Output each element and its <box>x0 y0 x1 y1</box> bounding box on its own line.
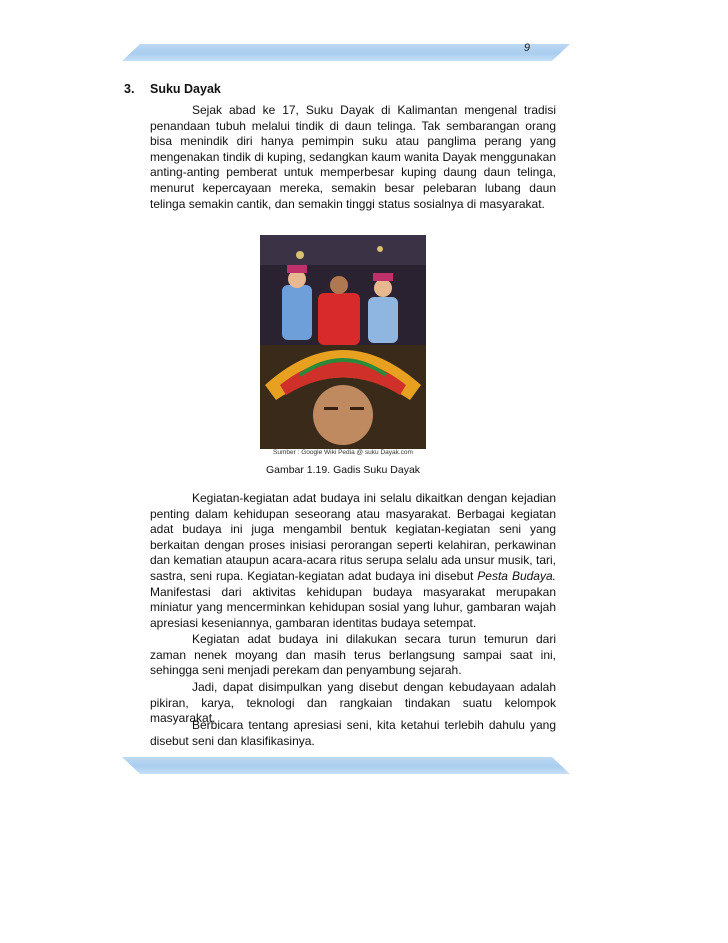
paragraph-kegiatan-rest: Manifestasi dari aktivitas kehidupan budaya masyarakat merupakan miniatur yang mencerminkan kehidupan sosial yang luhur, gambaran wajah apresiasi keseniannya, gambaran identitas budaya setempat. <box>150 584 556 630</box>
section-number: 3. <box>124 82 135 96</box>
paragraph-kegiatan-text: Kegiatan-kegiatan adat budaya ini selalu dikaitkan dengan kejadian penting dalam kehidupan seseorang atau masyarakat. Berbagai kegiatan adat budaya ini juga mengambil bentuk kegiatan-kegiatan seni yang berkaitan dengan proses inisiasi perorangan seperti kelahiran, perkawinan dan kematian ataupun acara-acara ritus serupa selalu ada unsur musik, tari, sastra, seni rupa. Kegiatan-kegiatan adat budaya ini disebut <box>150 491 556 583</box>
page-number: 9 <box>523 42 530 54</box>
footer-band <box>122 757 570 774</box>
section-title: Suku Dayak <box>150 82 221 96</box>
figure-source: Sumber : Google Wiki Pedia @ suku Dayak.com <box>273 449 413 456</box>
paragraph-intro: Sejak abad ke 17, Suku Dayak di Kalimantan mengenal tradisi penandaan tubuh melalui tindik di daun telinga. Tak sembarangan orang bisa menindik diri hanya pemimpin suku atau panglima perang yang mengenakan tindik di kuping, sedangkan kaum wanita Dayak menggunakan anting-anting pemberat untuk memperbesar kuping daung daun telinga, menurut kepercayaan mereka, semakin besar pelebaran lubang daun telinga semakin cantik, dan semakin tinggi status sosialnya di masyarakat. <box>150 103 556 211</box>
paragraph-turun-temurun: Kegiatan adat budaya ini dilakukan secara turun temurun dari zaman nenek moyang dan masih terus berlangsung sampai saat ini, sehingga seni menjadi perekam dan penyambung sejarah. <box>150 632 556 678</box>
paragraph-apresiasi: Berbicara tentang apresiasi seni, kita ketahui terlebih dahulu yang disebut seni dan klasifikasinya. <box>150 718 556 748</box>
paragraph-kesimpulan: Jadi, dapat disimpulkan yang disebut dengan kebudayaan adalah pikiran, karya, teknologi dan rangkaian tindakan suatu kelompok masyarakat. <box>150 680 556 726</box>
dayak-photo-illustration <box>260 235 426 449</box>
figure-photo <box>260 235 426 449</box>
figure-caption: Gambar 1.19. Gadis Suku Dayak <box>265 464 421 476</box>
section-heading <box>124 82 221 96</box>
paragraph-kegiatan <box>150 491 556 631</box>
pesta-budaya-term: Pesta Budaya. <box>477 568 556 583</box>
